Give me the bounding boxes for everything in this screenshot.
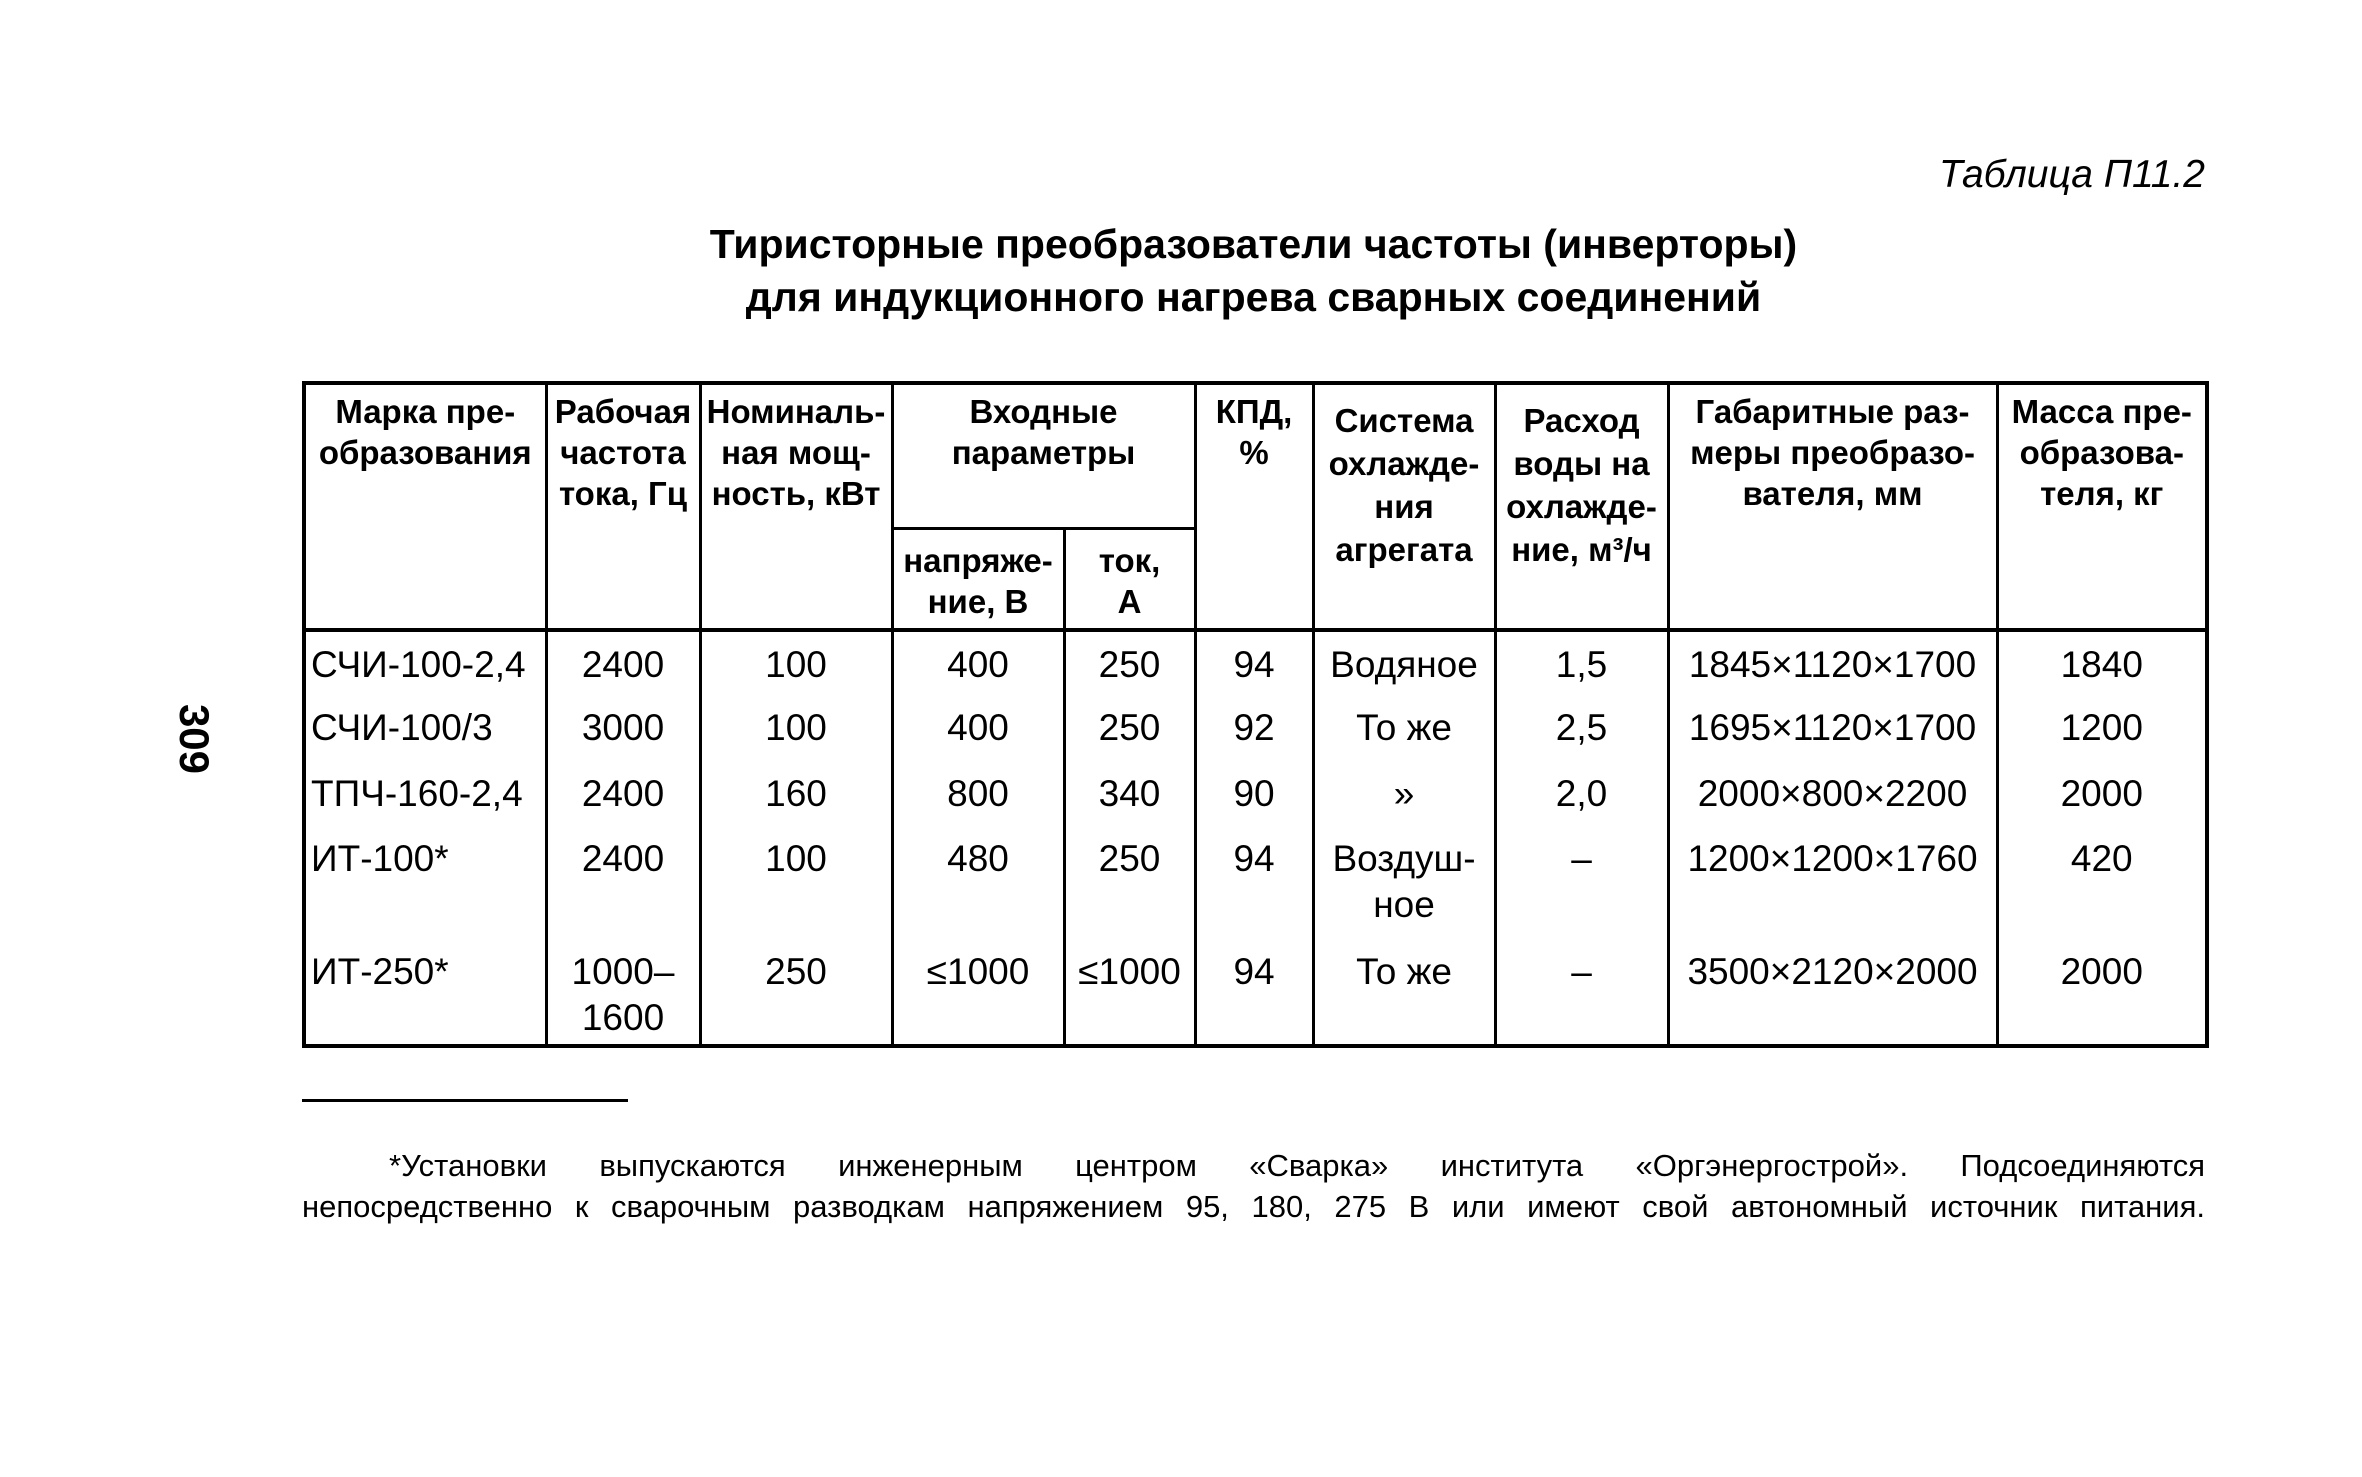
- cell-brand: ТПЧ-160-2,4: [304, 761, 546, 826]
- cell-voltage: 400: [892, 630, 1064, 695]
- cell-voltage: 480: [892, 826, 1064, 939]
- cell-power: 250: [700, 939, 892, 1046]
- cell-frequency: 1000– 1600: [546, 939, 700, 1046]
- table-number-label: Таблица П11.2: [1939, 153, 2205, 196]
- header-cooling-system: Система охлажде- ния агрегата: [1313, 383, 1495, 630]
- cell-power: 100: [700, 695, 892, 761]
- header-efficiency: КПД, %: [1195, 383, 1313, 630]
- header-frequency: Рабочая частота тока, Гц: [546, 383, 700, 630]
- footnote: [302, 1145, 2205, 1227]
- cell-water-flow: 2,0: [1495, 761, 1668, 826]
- footnote-separator: [302, 1099, 628, 1102]
- cell-efficiency: 94: [1195, 826, 1313, 939]
- table-row: [304, 939, 2207, 1046]
- cell-current: 250: [1064, 630, 1195, 695]
- cell-efficiency: 90: [1195, 761, 1313, 826]
- cell-current: 250: [1064, 695, 1195, 761]
- cell-frequency: 2400: [546, 761, 700, 826]
- cell-cooling: То же: [1313, 939, 1495, 1046]
- cell-efficiency: 94: [1195, 630, 1313, 695]
- cell-brand: ИТ-100*: [304, 826, 546, 939]
- cell-power: 160: [700, 761, 892, 826]
- cell-dimensions: 2000×800×2200: [1668, 761, 1997, 826]
- cell-brand: ИТ-250*: [304, 939, 546, 1046]
- cell-current: 250: [1064, 826, 1195, 939]
- cell-water-flow: –: [1495, 826, 1668, 939]
- table-title-line1: Тиристорные преобразователи частоты (инверторы): [709, 221, 1798, 267]
- cell-frequency: 3000: [546, 695, 700, 761]
- cell-water-flow: 1,5: [1495, 630, 1668, 695]
- cell-dimensions: 1845×1120×1700: [1668, 630, 1997, 695]
- header-power: Номиналь- ная мощ- ность, кВт: [700, 383, 892, 630]
- cell-cooling: Водяное: [1313, 630, 1495, 695]
- cell-brand: СЧИ-100-2,4: [304, 630, 546, 695]
- header-mass: Масса пре- образова- теля, кг: [1997, 383, 2207, 630]
- cell-cooling: То же: [1313, 695, 1495, 761]
- table-title-line2: для индукционного нагрева сварных соединений: [745, 274, 1762, 320]
- header-dimensions: Габаритные раз- меры преобразо- вателя, мм: [1668, 383, 1997, 630]
- cell-cooling: Воздуш- ное: [1313, 826, 1495, 939]
- page-number: 309: [171, 703, 218, 775]
- cell-voltage: ≤1000: [892, 939, 1064, 1046]
- cell-mass: 1840: [1997, 630, 2207, 695]
- cell-frequency: 2400: [546, 826, 700, 939]
- cell-mass: 420: [1997, 826, 2207, 939]
- table-body: [304, 630, 2207, 1046]
- cell-voltage: 400: [892, 695, 1064, 761]
- cell-water-flow: 2,5: [1495, 695, 1668, 761]
- header-voltage: напряже- ние, В: [892, 528, 1064, 630]
- table-row: [304, 761, 2207, 826]
- cell-power: 100: [700, 826, 892, 939]
- cell-dimensions: 1200×1200×1760: [1668, 826, 1997, 939]
- footnote-line2: непосредственно к сварочным разводкам напряжением 95, 180, 275 В или имеют свой автономный источник питания.: [302, 1189, 2205, 1224]
- cell-current: 340: [1064, 761, 1195, 826]
- cell-frequency: 2400: [546, 630, 700, 695]
- table-title: [302, 218, 2205, 324]
- header-current: ток, А: [1064, 528, 1195, 630]
- table-row: [304, 826, 2207, 939]
- cell-water-flow: –: [1495, 939, 1668, 1046]
- converters-table: [302, 381, 2209, 1048]
- header-water-flow: Расход воды на охлажде- ние, м³/ч: [1495, 383, 1668, 630]
- cell-brand: СЧИ-100/3: [304, 695, 546, 761]
- cell-voltage: 800: [892, 761, 1064, 826]
- cell-dimensions: 1695×1120×1700: [1668, 695, 1997, 761]
- table-row: [304, 695, 2207, 761]
- cell-cooling: »: [1313, 761, 1495, 826]
- cell-mass: 2000: [1997, 939, 2207, 1046]
- table-header: [304, 383, 2207, 630]
- header-row: [304, 383, 2207, 528]
- table-row: [304, 630, 2207, 695]
- cell-efficiency: 92: [1195, 695, 1313, 761]
- cell-dimensions: 3500×2120×2000: [1668, 939, 1997, 1046]
- header-brand: Марка пре- образования: [304, 383, 546, 630]
- cell-efficiency: 94: [1195, 939, 1313, 1046]
- cell-mass: 2000: [1997, 761, 2207, 826]
- cell-current: ≤1000: [1064, 939, 1195, 1046]
- cell-mass: 1200: [1997, 695, 2207, 761]
- header-input-parameters: Входные параметры: [892, 383, 1195, 528]
- footnote-line1: *Установки выпускаются инженерным центром «Сварка» института «Оргэнергострой». Подсоединяются: [389, 1148, 2205, 1183]
- cell-power: 100: [700, 630, 892, 695]
